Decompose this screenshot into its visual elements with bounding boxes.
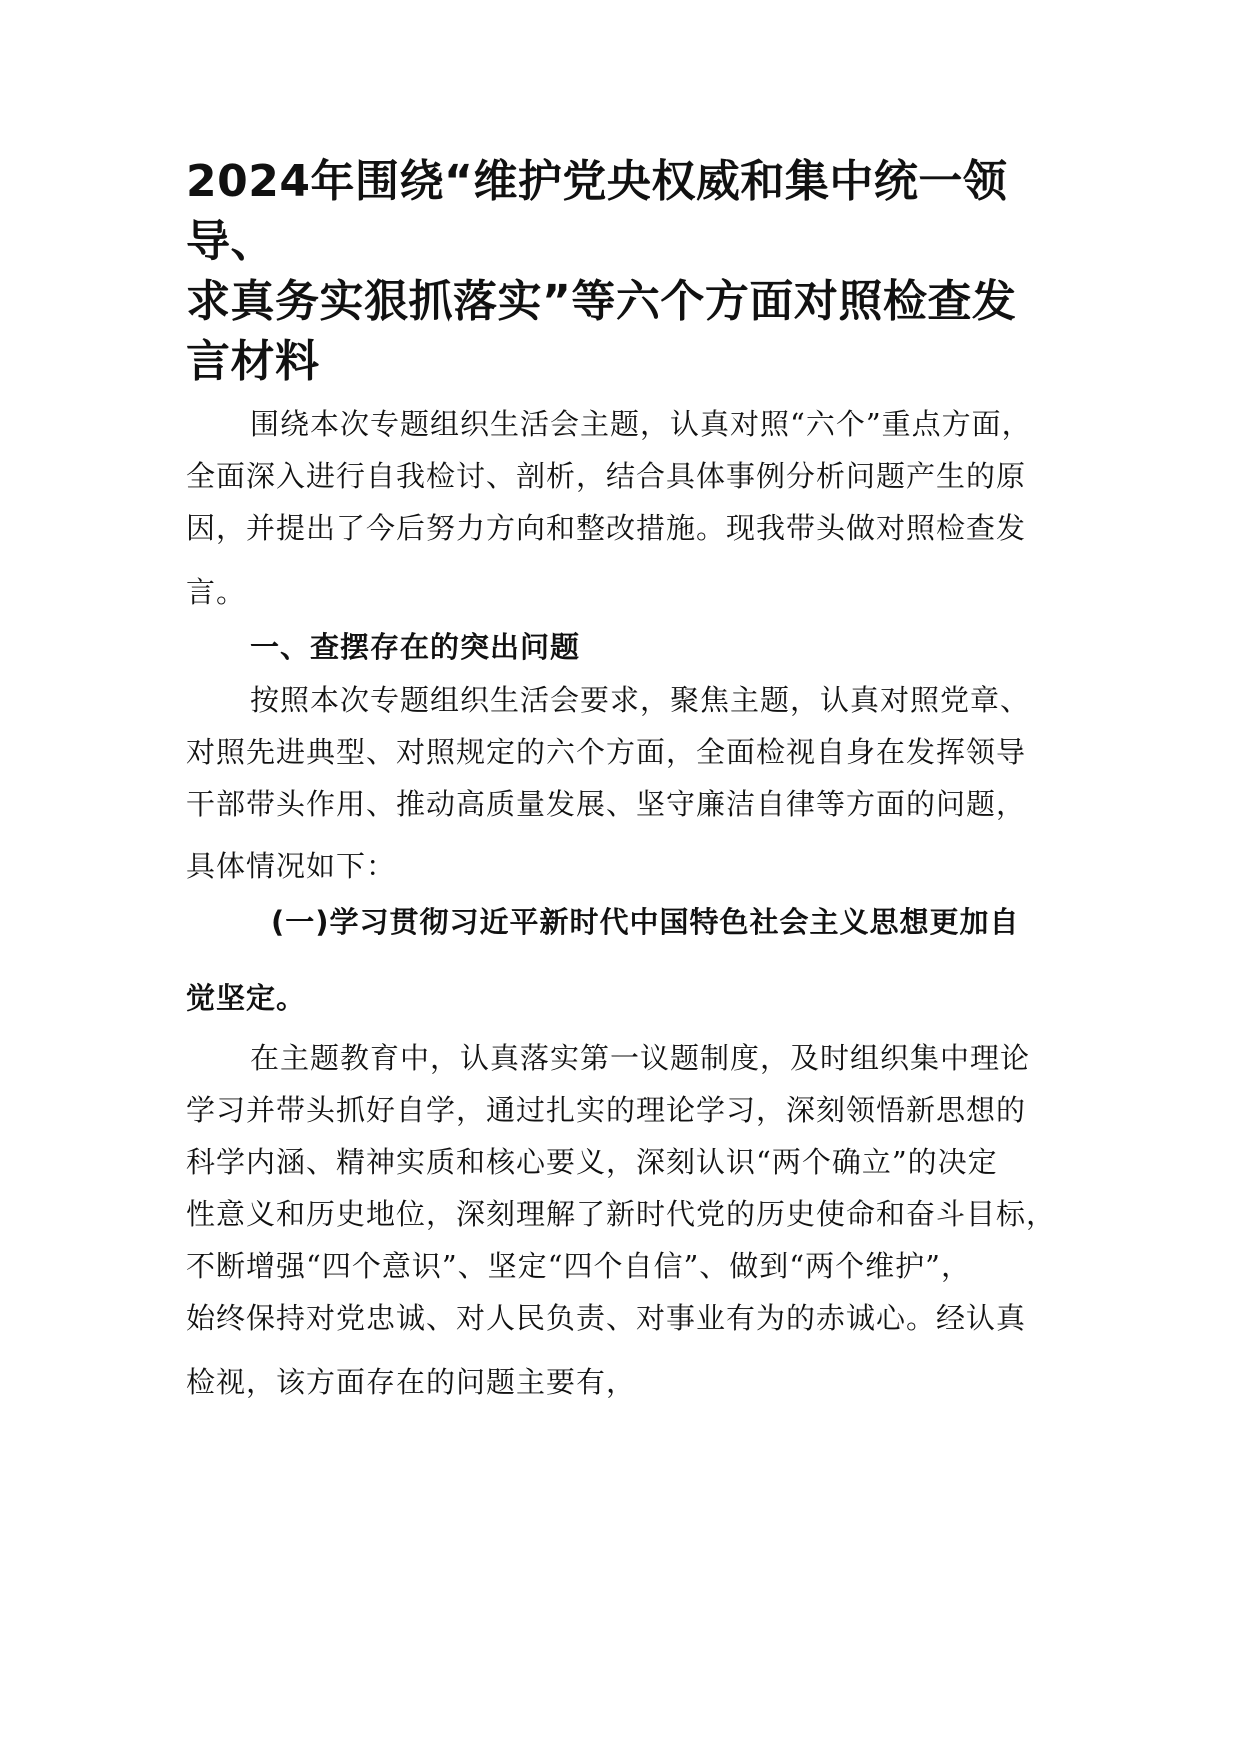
subsection-para-line-2: 学习并带头抓好自学，通过扎实的理论学习，深刻领悟新思想的 xyxy=(186,1093,1027,1127)
subsection-para-line-5: 不断增强“四个意识”、坚定“四个自信”、做到“两个维护”， xyxy=(186,1249,971,1283)
section-para-line-3: 干部带头作用、推动高质量发展、坚守廉洁自律等方面的问题， xyxy=(186,787,1027,821)
title-line-2: 求真务实狠抓落实”等六个方面对照检查发 xyxy=(186,276,1017,327)
subsection-heading-line-2: 觉坚定。 xyxy=(186,981,307,1015)
subsection-para-line-1: 在主题教育中，认真落实第一议题制度，及时组织集中理论 xyxy=(250,1041,1031,1075)
intro-line-3: 因，并提出了今后努力方向和整改措施。现我带头做对照检查发 xyxy=(186,511,1027,545)
title-line-3: 言材料 xyxy=(186,336,320,387)
subsection-para-line-7: 检视，该方面存在的问题主要有， xyxy=(186,1365,637,1399)
section-para-line-1: 按照本次专题组织生活会要求，聚焦主题，认真对照党章、 xyxy=(250,683,1031,717)
subsection-para-line-6: 始终保持对党忠诚、对人民负责、对事业有为的赤诚心。经认真 xyxy=(186,1301,1027,1335)
subsection-para-line-3: 科学内涵、精神实质和核心要义，深刻认识“两个确立”的决定 xyxy=(186,1145,998,1179)
subsection-heading-line-1: (一)学习贯彻习近平新时代中国特色社会主义思想更加自 xyxy=(271,905,1020,939)
section-para-line-2: 对照先进典型、对照规定的六个方面，全面检视自身在发挥领导 xyxy=(186,735,1027,769)
intro-line-2: 全面深入进行自我检讨、剖析，结合具体事例分析问题产生的原 xyxy=(186,459,1027,493)
subsection-para-line-4: 性意义和历史地位，深刻理解了新时代党的历史使命和奋斗目标， xyxy=(186,1197,1057,1231)
document-title xyxy=(186,152,1086,392)
title-line-1: 2024年围绕“维护党央权威和集中统一领导、 xyxy=(186,156,1008,267)
section-heading: 一、查摆存在的突出问题 xyxy=(250,630,581,664)
intro-line-1: 围绕本次专题组织生活会主题，认真对照“六个”重点方面， xyxy=(250,407,1032,441)
intro-line-4: 言。 xyxy=(186,575,247,609)
section-para-line-4: 具体情况如下： xyxy=(186,849,397,883)
